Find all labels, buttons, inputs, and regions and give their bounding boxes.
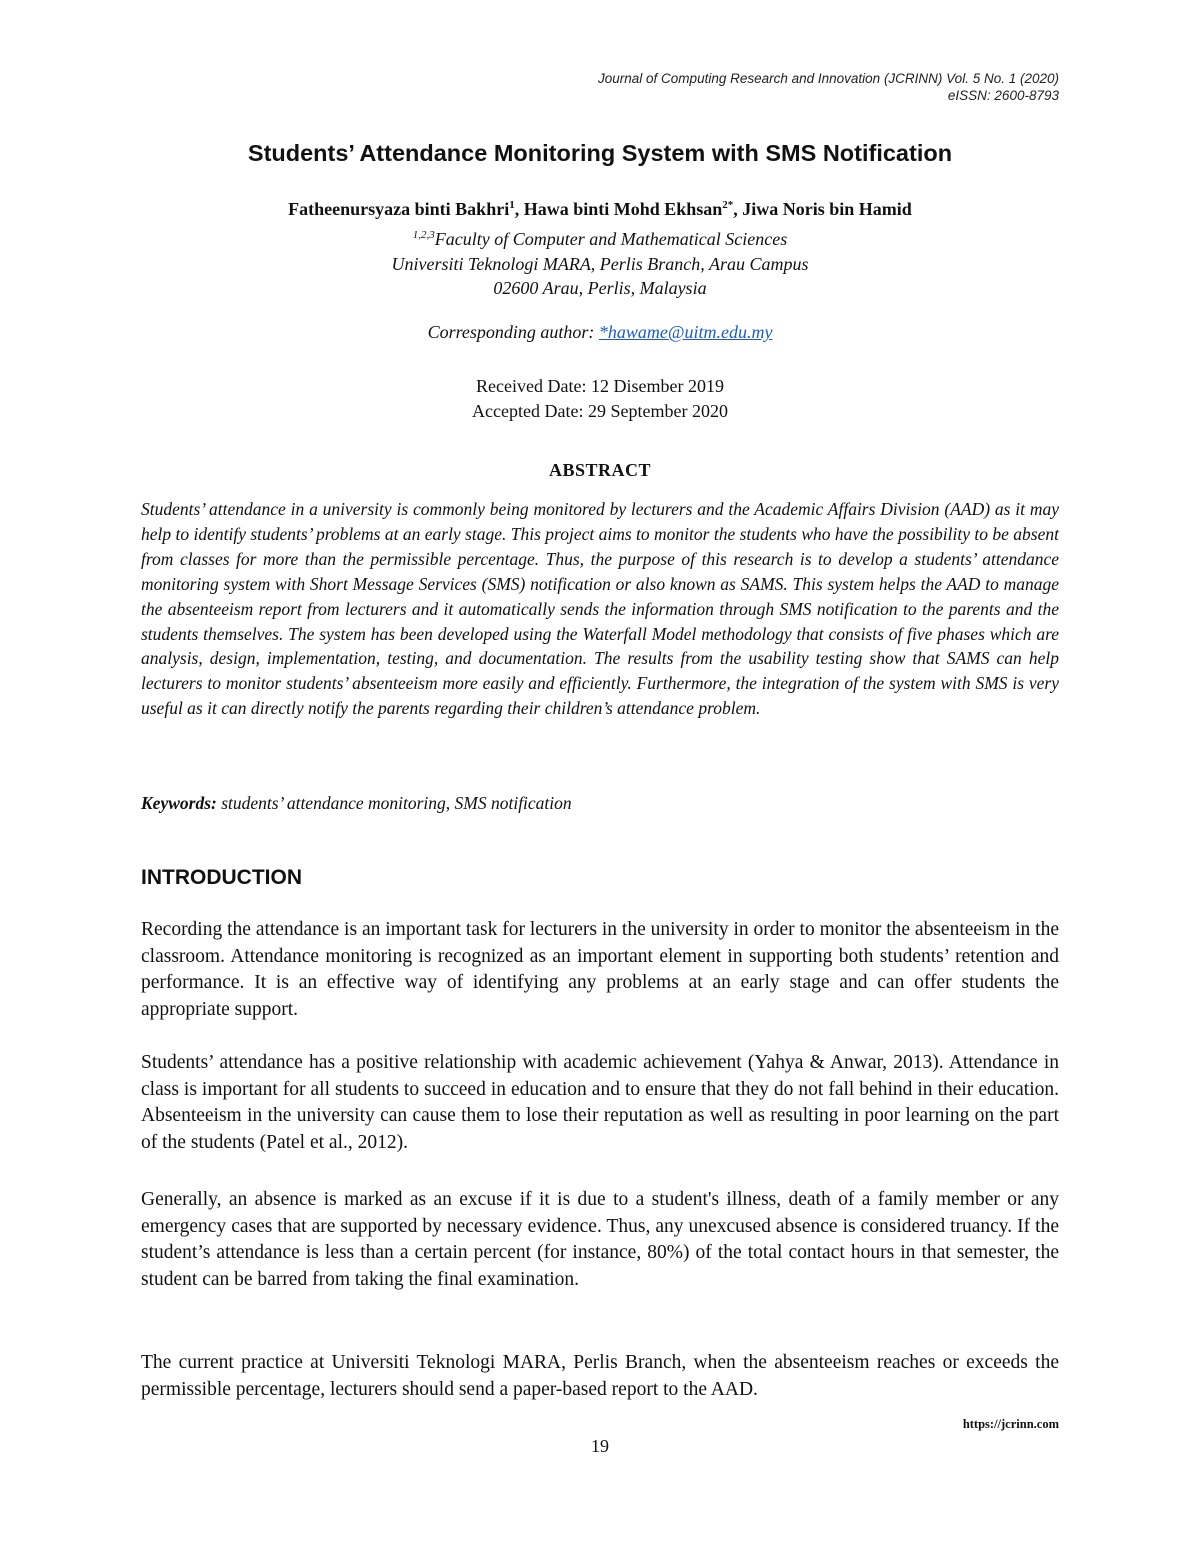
keywords — [141, 793, 1059, 814]
abstract-text: Students’ attendance in a university is commonly being monitored by lecturers and the Academic Affairs Division (AAD) as it may help to identify students’ problems at an early stage. This project aims to monitor the students who have the possibility to be absent from classes for more than the permissible percentage. Thus, the purpose of this research is to develop a students’ attendance monitoring system with Short Message Services (SMS) notification or also known as SAMS. This system helps the AAD to manage the absenteeism report from lecturers and it automatically sends the information through SMS notification to the parents and the students themselves. The system has been developed using the Waterfall Model methodology that consists of five phases which are analysis, design, implementation, testing, and documentation. The results from the usability testing show that SAMS can help lecturers to monitor students’ absenteeism more easily and efficiently. Furthermore, the integration of the system with SMS is very useful as it can directly notify the parents regarding their children’s attendance problem. — [141, 499, 1059, 719]
affiliation-address: 02600 Arau, Perlis, Malaysia — [493, 278, 707, 298]
introduction-paragraph: The current practice at Universiti Teknologi MARA, Perlis Branch, when the absenteeism reaches or exceeds the permissible percentage, lecturers should send a paper-based report to the AAD. — [141, 1352, 1059, 1400]
submission-dates — [0, 374, 1200, 423]
accepted-date: Accepted Date: 29 September 2020 — [472, 400, 728, 421]
introduction-paragraph: Generally, an absence is marked as an excuse if it is due to a student's illness, death of a family member or any emergency cases that are supported by necessary evidence. Thus, any unexcused absence is considered truancy. If the student’s attendance is less than a certain percent (for instance, 80%) of the total contact hours in that semester, the student can be barred from taking the final examination. — [141, 1189, 1059, 1290]
paper-title: Students’ Attendance Monitoring System with SMS Notification — [247, 140, 953, 166]
affiliation-faculty: Faculty of Computer and Mathematical Sciences — [434, 229, 788, 249]
corresponding-label: Corresponding author: — [427, 322, 599, 342]
affiliation-marks: 1,2,3 — [412, 229, 435, 241]
journal-header — [598, 70, 1059, 104]
affiliation-faculty-line — [0, 223, 1200, 252]
affiliation-university: Universiti Teknologi MARA, Perlis Branch, Arau Campus — [391, 253, 809, 274]
keywords-text: students’ attendance monitoring, SMS notification — [216, 793, 572, 813]
journal-eissn: eISSN: 2600-8793 — [947, 88, 1059, 103]
journal-citation: Journal of Computing Research and Innovation (JCRINN) Vol. 5 No. 1 (2020) — [598, 71, 1059, 86]
author-name: Hawa binti Mohd Ekhsan — [523, 199, 723, 219]
received-date: Received Date: 12 Disember 2019 — [476, 376, 724, 396]
keywords-label: Keywords: — [141, 793, 217, 813]
corresponding-email-link[interactable]: *hawame@uitm.edu.my — [598, 322, 773, 342]
author-mark: 1 — [509, 199, 515, 211]
author-separator: , — [733, 199, 743, 219]
affiliation — [0, 223, 1200, 301]
author-name: Jiwa Noris bin Hamid — [742, 199, 912, 219]
author-name: Fatheenursyaza binti Bakhri — [288, 199, 510, 219]
author-list — [0, 199, 1200, 220]
corresponding-author — [0, 322, 1200, 343]
author-separator: , — [514, 199, 524, 219]
introduction-paragraph: Students’ attendance has a positive relationship with academic achievement (Yahya & Anwar, 2013). Attendance in class is important for all students to succeed in education and to ensure that they do not fall behind in their education. Absenteeism in the university can cause them to lose their reputation as well as resulting in poor learning on the part of the students (Patel et al., 2012). — [141, 1052, 1059, 1153]
introduction-paragraph: Recording the attendance is an important task for lecturers in the university in order to monitor the absenteeism in the classroom. Attendance monitoring is recognized as an important element in supporting both students’ retention and performance. It is an effective way of identifying any problems at an early stage and can offer students the appropriate support. — [141, 919, 1059, 1020]
journal-url[interactable]: https://jcrinn.com — [962, 1417, 1059, 1431]
author-mark: 2* — [722, 199, 734, 211]
abstract-heading: ABSTRACT — [548, 460, 652, 480]
page-number: 19 — [591, 1436, 609, 1456]
introduction-heading: INTRODUCTION — [141, 866, 302, 889]
